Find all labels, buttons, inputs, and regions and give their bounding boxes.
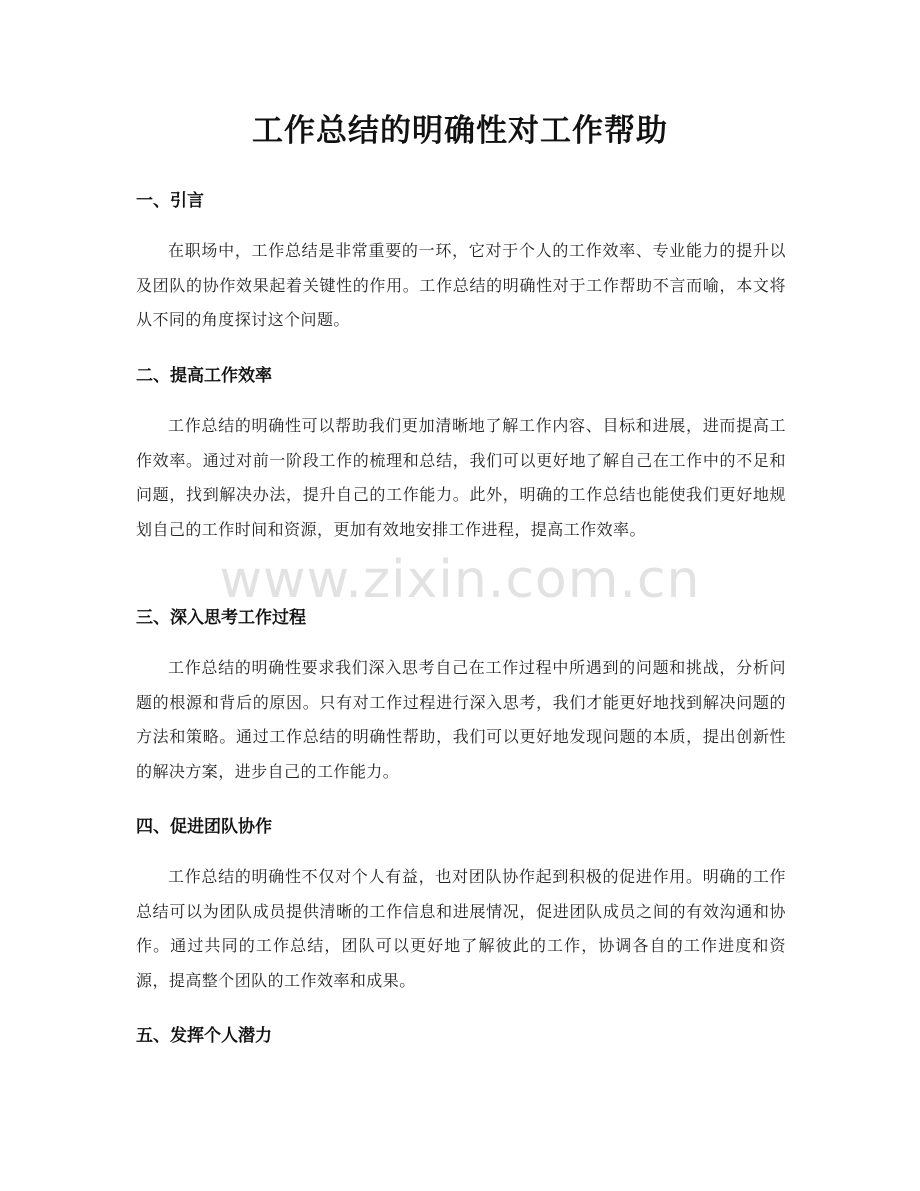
section-heading-intro: 一、引言 [136,191,204,211]
section-heading-potential: 五、发挥个人潜力 [136,1026,272,1046]
watermark: www.zixin.com.cn [219,550,701,610]
section-heading-teamwork: 四、促进团队协作 [136,817,272,837]
section-paragraph-intro: 在职场中，工作总结是非常重要的一环，它对于个人的工作效率、专业能力的提升以及团队的协作效果起着关键性的作用。工作总结的明确性对于工作帮助不言而喻，本文将从不同的角度探讨这个问题。 [136,241,786,329]
section-heading-efficiency: 二、提高工作效率 [136,366,272,386]
section-paragraph-thinking: 工作总结的明确性要求我们深入思考自己在工作过程中所遇到的问题和挑战，分析问题的根源和背后的原因。只有对工作过程进行深入思考，我们才能更好地找到解决问题的方法和策略。通过工作总结的明确性帮助，我们可以更好地发现问题的本质，提出创新性的解决方案，进步自己的工作能力。 [136,658,786,781]
document-title: 工作总结的明确性对工作帮助 [252,113,668,149]
section-paragraph-efficiency: 工作总结的明确性可以帮助我们更加清晰地了解工作内容、目标和进展，进而提高工作效率。通过对前一阶段工作的梳理和总结，我们可以更好地了解自己在工作中的不足和问题，找到解决办法，提升自己的工作能力。此外，明确的工作总结也能使我们更好地规划自己的工作时间和资源，更加有效地安排工作进程，提高工作效率。 [136,416,786,539]
section-paragraph-teamwork: 工作总结的明确性不仅对个人有益，也对团队协作起到积极的促进作用。明确的工作总结可以为团队成员提供清晰的工作信息和进展情况，促进团队成员之间的有效沟通和协作。通过共同的工作总结，团队可以更好地了解彼此的工作，协调各自的工作进度和资源，提高整个团队的工作效率和成果。 [136,867,786,990]
section-heading-thinking: 三、深入思考工作过程 [136,608,306,628]
